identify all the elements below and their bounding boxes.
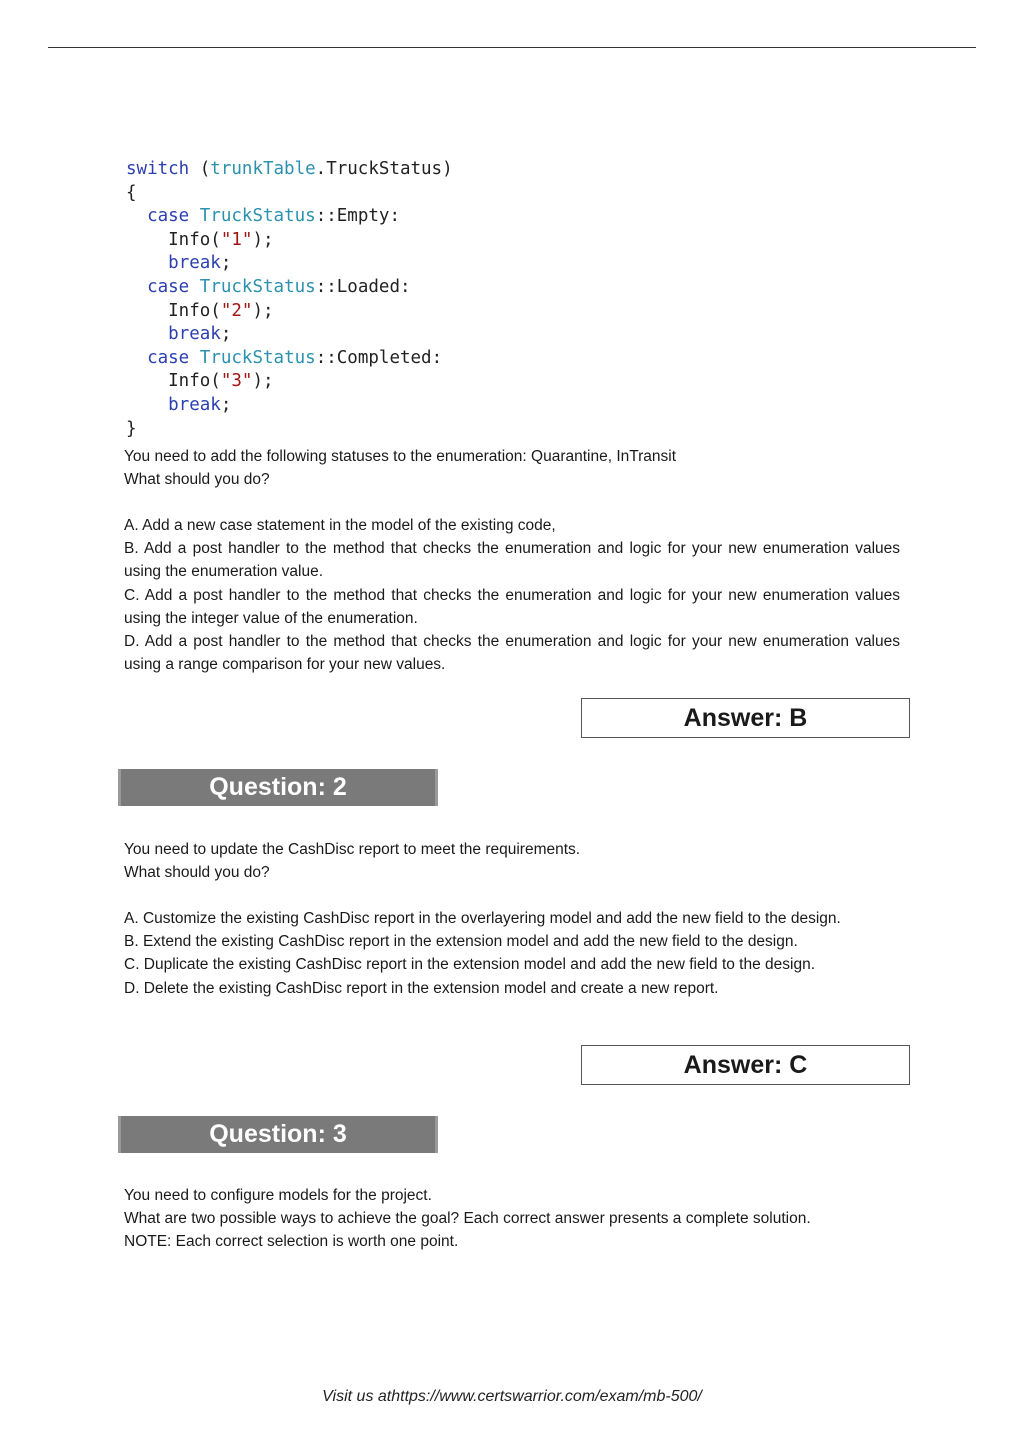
code-token: ::Loaded: — [315, 276, 411, 297]
code-line — [126, 323, 453, 347]
code-token — [189, 277, 200, 297]
q1-option-a: A. Add a new case statement in the model of the existing code, — [124, 517, 556, 534]
code-token — [126, 206, 147, 226]
code-token: } — [126, 418, 137, 439]
q2-answer-box: Answer: C — [581, 1045, 910, 1085]
q1-answer-box: Answer: B — [581, 698, 910, 738]
q1-intro-line: You need to add the following statuses to the enumeration: Quarantine, InTransit — [124, 448, 677, 465]
code-token: ; — [220, 253, 232, 274]
code-token: TruckStatus — [199, 206, 316, 227]
q2-option-a: A. Customize the existing CashDisc report in the overlayering model and add the new field to the design. — [124, 910, 841, 927]
code-token: ); — [252, 371, 274, 392]
code-line — [126, 158, 453, 182]
q3-intro-line: NOTE: Each correct selection is worth one point. — [124, 1233, 459, 1251]
code-token: TruckStatus — [199, 276, 316, 297]
q3-title-banner: Question: 3 — [118, 1116, 438, 1153]
q2-option-d: D. Delete the existing CashDisc report in the extension model and create a new report. — [124, 979, 719, 997]
code-token: ); — [252, 229, 274, 250]
code-token: break — [168, 253, 221, 274]
code-line — [126, 252, 453, 276]
q2-options — [124, 907, 900, 1000]
code-line — [126, 418, 453, 442]
code-token: ( — [189, 159, 211, 179]
code-token: ); — [252, 300, 274, 321]
q1-option-c: C. Add a post handler to the method that checks the enumeration and logic for your new enumeration values using the integer value of the enumeration. — [124, 586, 900, 627]
code-token: case — [147, 347, 190, 368]
code-token: "2" — [220, 300, 253, 321]
code-token: ::Empty: — [315, 206, 400, 227]
q2-option-b: B. Extend the existing CashDisc report in the extension model and add the new field to the design. — [124, 933, 798, 951]
code-token: break — [168, 394, 221, 415]
code-line — [126, 182, 453, 206]
code-token: { — [126, 182, 137, 203]
q1-intro-line: What should you do? — [124, 471, 270, 489]
code-token — [126, 395, 168, 415]
code-token: switch — [126, 159, 190, 179]
q2-option-c: C. Duplicate the existing CashDisc report in the extension model and add the new field to the design. — [124, 956, 816, 974]
code-token — [126, 253, 168, 273]
code-token: "1" — [220, 229, 253, 250]
code-line — [126, 300, 453, 324]
code-token: case — [147, 276, 190, 297]
code-token: "3" — [220, 371, 253, 392]
code-token: Info( — [126, 300, 221, 321]
q3-intro — [124, 1184, 900, 1254]
code-token: ::Completed: — [315, 347, 443, 368]
code-token: Info( — [126, 371, 221, 392]
code-token: ; — [220, 394, 232, 415]
q1-option-b: B. Add a post handler to the method that checks the enumeration and logic for your new enumeration values using the enumeration value. — [124, 540, 900, 581]
header-rule — [48, 47, 976, 48]
code-token: trunkTable — [210, 159, 316, 179]
q2-intro — [124, 838, 900, 884]
code-token: Info( — [126, 229, 221, 250]
code-token — [189, 348, 200, 368]
code-token: ; — [220, 324, 232, 345]
code-token — [126, 277, 147, 297]
code-token: TruckStatus — [199, 347, 316, 368]
q3-intro-line: What are two possible ways to achieve the goal? Each correct answer presents a complete solution. — [124, 1210, 811, 1228]
code-line — [126, 229, 453, 253]
code-line — [126, 370, 453, 394]
q1-options — [124, 514, 900, 676]
code-token — [126, 324, 168, 344]
code-line — [126, 347, 453, 371]
code-token: case — [147, 206, 190, 227]
code-token: break — [168, 324, 221, 345]
code-line — [126, 205, 453, 229]
code-token: .TruckStatus) — [315, 159, 453, 179]
q3-intro-line: You need to configure models for the project. — [124, 1187, 432, 1204]
q1-intro — [124, 445, 900, 491]
q1-option-d: D. Add a post handler to the method that checks the enumeration and logic for your new enumeration values using a range comparison for your new values. — [124, 633, 900, 674]
code-token — [189, 206, 200, 226]
q2-intro-line: What should you do? — [124, 864, 270, 882]
code-token — [126, 348, 147, 368]
q2-intro-line: You need to update the CashDisc report to meet the requirements. — [124, 841, 581, 858]
code-line — [126, 394, 453, 418]
code-line — [126, 276, 453, 300]
q2-title-banner: Question: 2 — [118, 769, 438, 806]
footer-link-text: Visit us athttps://www.certswarrior.com/exam/mb-500/ — [322, 1388, 702, 1405]
code-snippet — [126, 158, 453, 441]
